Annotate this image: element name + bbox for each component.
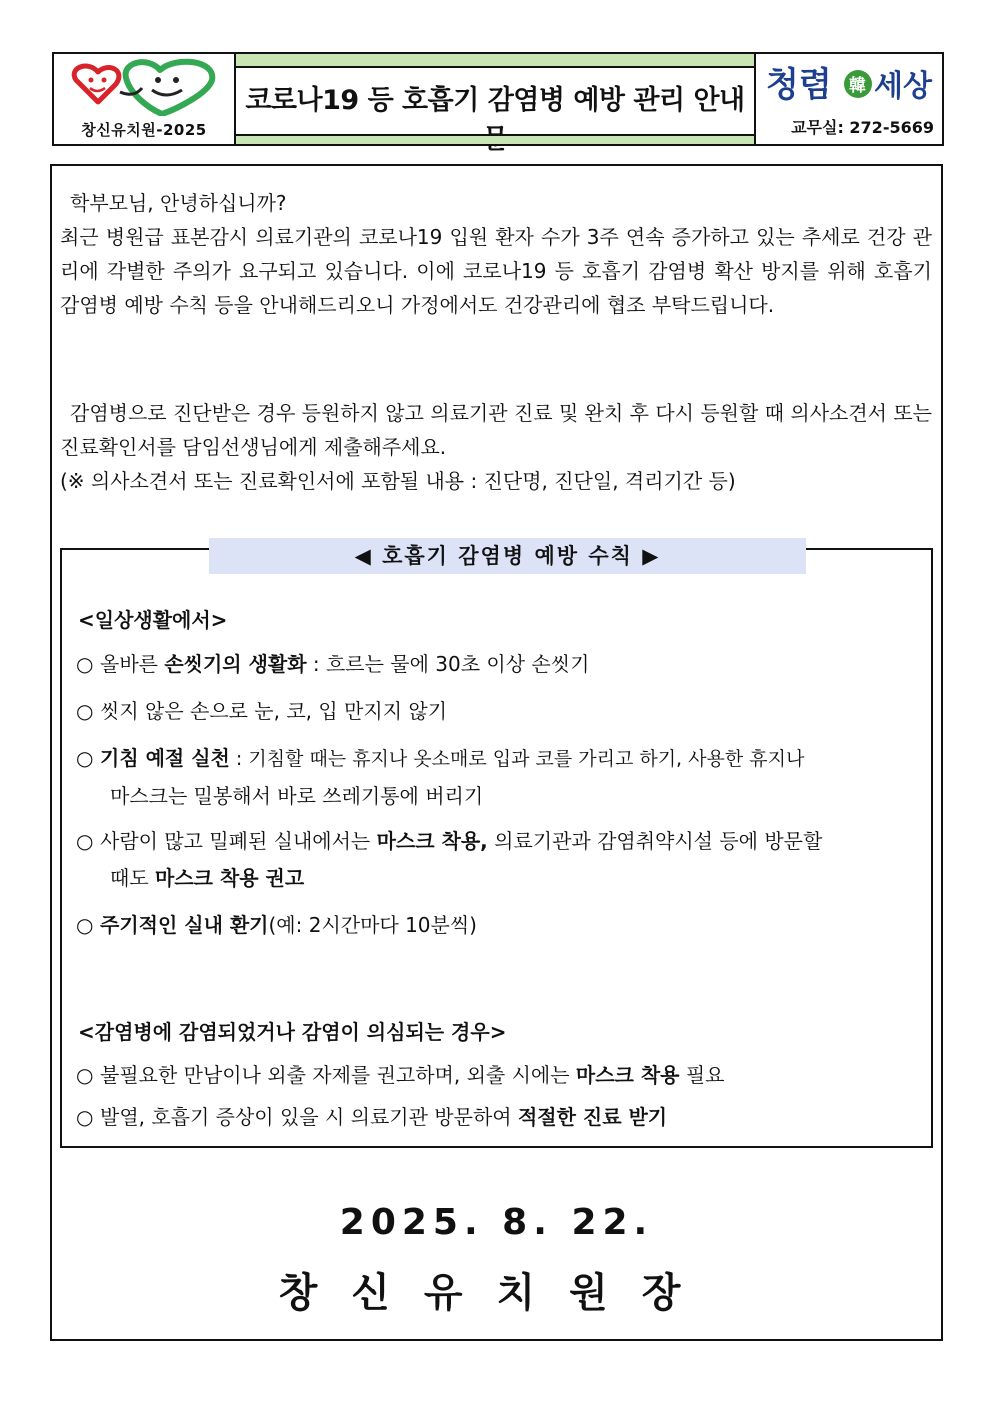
diagnosis-note: (※ 의사소견서 또는 진료확인서에 포함될 내용 : 진단명, 진단일, 격리기간 등) bbox=[60, 469, 736, 493]
rule-item: ○ 불필요한 만남이나 외출 자제를 권고하며, 외출 시에는 마스크 착용 필요 bbox=[76, 1057, 926, 1094]
bullet-icon: ○ bbox=[76, 1063, 94, 1087]
intro-text: 최근 병원급 표본감시 의료기관의 코로나19 입원 환자 수가 3주 연속 증가하고 있는 추세로 건강 관리에 각별한 주의가 요구되고 있습니다. 이에 코로나19 등 호흡기 감염병 확산 방지를 위해 호흡기 감염병 예방 수칙 등을 안내해드리오니 가정에서도 건강관리에 협조 부탁드립니다. bbox=[60, 225, 932, 317]
bullet-icon: ○ bbox=[76, 829, 94, 853]
daily-life-heading: <일상생활에서> bbox=[78, 608, 228, 632]
diagnosis-paragraph bbox=[60, 396, 932, 498]
document-title: 코로나19 등 호흡기 감염병 예방 관리 안내 bbox=[245, 85, 745, 116]
bullet-icon: ○ bbox=[76, 652, 94, 676]
header-band-top bbox=[236, 54, 754, 68]
school-tag: 창신유치원-2025 bbox=[81, 121, 207, 139]
brand-text-1: 청렴 bbox=[766, 65, 832, 105]
intro-paragraph bbox=[60, 186, 932, 322]
diagnosis-text: 감염병으로 진단받은 경우 등원하지 않고 의료기관 진료 및 완치 후 다시 등원할 때 의사소견서 또는 진료확인서를 담임선생님에게 제출해주세요. bbox=[60, 401, 932, 459]
rule-item: ○ 씻지 않은 손으로 눈, 코, 입 만지지 않기 bbox=[76, 693, 926, 730]
school-logo-cell bbox=[54, 54, 236, 144]
brand-text-2: 세상 bbox=[874, 69, 932, 104]
rule-item: ○ 발열, 호흡기 증상이 있을 시 의료기관 방문하여 적절한 진료 받기 bbox=[76, 1099, 926, 1136]
kindergarten-logo bbox=[64, 58, 224, 116]
rules-title: ◀ 호흡기 감염병 예방 수칙 ▶ bbox=[209, 538, 806, 574]
rule-item: ○ 사람이 많고 밀폐된 실내에서는 마스크 착용, 의료기관과 감염취약시설 등에 방문할 때도 마스크 착용 권고 bbox=[76, 823, 926, 897]
signer: 창신유치원장 bbox=[278, 1270, 715, 1316]
greeting: 학부모님, 안녕하십니까? bbox=[70, 191, 287, 215]
bullet-icon: ○ bbox=[76, 746, 94, 770]
svg-text:韓: 韓 bbox=[849, 76, 866, 96]
notice-body bbox=[50, 164, 943, 1341]
integrity-slogan-logo bbox=[766, 60, 934, 108]
rule-item: ○ 올바른 손씻기의 생활화 : 흐르는 물에 30초 이상 손씻기 bbox=[76, 646, 926, 683]
document-header bbox=[52, 52, 944, 146]
issue-date: 2025. 8. 22. bbox=[339, 1202, 654, 1243]
bullet-icon: ○ bbox=[76, 699, 94, 723]
office-phone: 교무실: 272-5669 bbox=[791, 118, 934, 137]
title-cell bbox=[236, 54, 756, 144]
bullet-icon: ○ bbox=[76, 1105, 94, 1129]
brand-cell bbox=[756, 54, 942, 144]
header-band-bottom bbox=[236, 134, 754, 144]
rule-item: ○ 주기적인 실내 환기(예: 2시간마다 10분씩) bbox=[76, 907, 926, 944]
prevention-rules-box bbox=[60, 544, 933, 1148]
bullet-icon: ○ bbox=[76, 913, 94, 937]
rule-item: ○ 기침 예절 실천 : 기침할 때는 휴지나 옷소매로 입과 코를 가리고 하기, 사용한 휴지나 마스크는 밀봉해서 바로 쓰레기통에 버리기 bbox=[76, 740, 926, 815]
infected-heading: <감염병에 감염되었거나 감염이 의심되는 경우> bbox=[78, 1020, 507, 1044]
